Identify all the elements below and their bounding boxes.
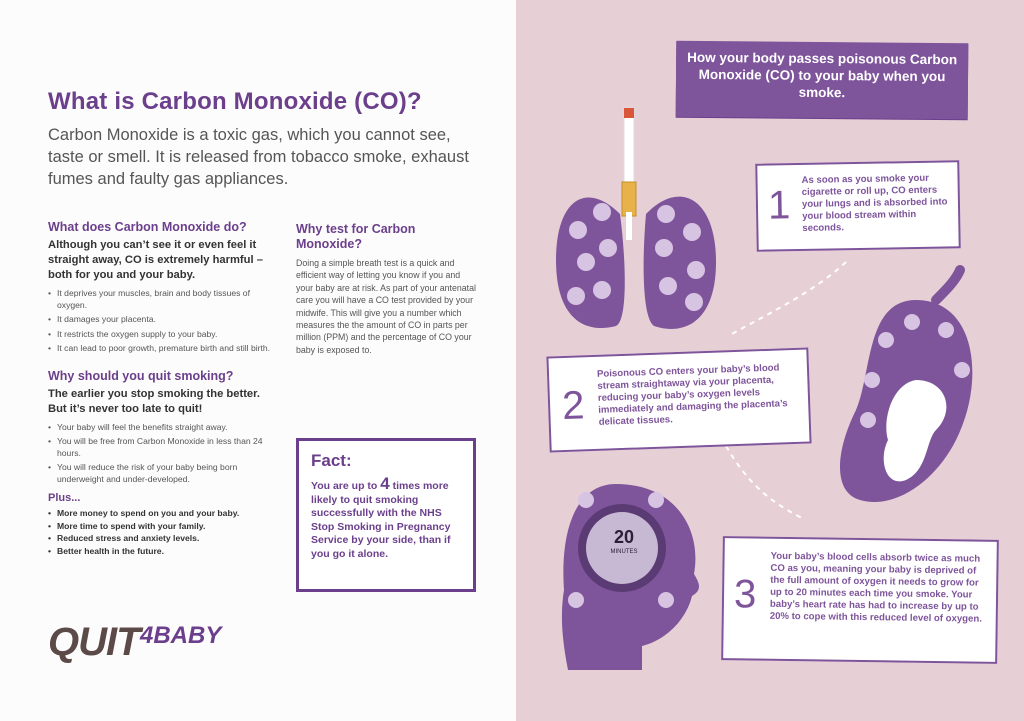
step-2-text: Poisonous CO enters your baby’s blood stream straightaway via your placenta, reducing your baby’s oxygen levels immediately and damaging the placenta’s delicate tissues.	[596, 362, 788, 428]
timer-unit: MINUTES	[610, 549, 638, 555]
step-3-box	[721, 536, 999, 664]
list-item: • More time to spend with your family.	[48, 521, 280, 533]
list-item: • You will be free from Carbon Monoxide in less than 24 hours.	[48, 436, 280, 459]
list-item: • More money to spend on you and your baby.	[48, 508, 280, 520]
why-quit-lead: The earlier you stop smoking the better. But it’s never too late to quit!	[48, 387, 260, 415]
lungs-icon	[556, 197, 716, 329]
what-does-lead: Although you can’t see it or even feel it straight away, CO is extremely harmful – both for you and your baby.	[48, 239, 263, 281]
cigarette-icon	[622, 108, 636, 240]
list-item: • You will reduce the risk of your baby being born underweight and under-developed.	[48, 462, 280, 485]
step-1-number: 1	[767, 183, 791, 228]
intro-text: Carbon Monoxide is a toxic gas, which you cannot see, taste or smell. It is released from tobacco smoke, exhaust fumes and faulty gas appliances.	[48, 126, 469, 188]
infographic-title: How your body passes poisonous Carbon Monoxide (CO) to your baby when you smoke.	[676, 41, 969, 120]
step-1-box	[755, 160, 961, 252]
list-item: • It restricts the oxygen supply to your baby.	[48, 329, 280, 341]
list-item: • Reduced stress and anxiety levels.	[48, 533, 280, 545]
list-item: • Your baby will feel the benefits straight away.	[48, 422, 280, 434]
fact-title: Fact:	[311, 451, 352, 470]
fact-box	[296, 438, 476, 592]
plus-list	[48, 508, 280, 557]
why-quit-list	[48, 422, 280, 486]
logo-main: QUIT	[48, 620, 140, 664]
why-test-body: Doing a simple breath test is a quick and efficient way of letting you know if you and your baby are at risk. As part of your antenatal care you will have a CO test provided by your midwife. This will give you a number which measures the the amount of CO in parts per million (PPM) and the percentage of CO your baby is exposed to.	[296, 258, 476, 355]
timer-value: 20	[613, 527, 635, 547]
page-title: What is Carbon Monoxide (CO)?	[48, 88, 422, 115]
step-3-text: Your baby’s blood cells absorb twice as much CO as you, meaning your baby is deprived of the full amount of oxygen it needs to grow for up to 20 minutes each time you smoke. Your baby’s heart rate has had to increase by up to 20% to cope with this reduced level of oxygen.	[769, 550, 983, 625]
list-item: • It deprives your muscles, brain and body tissues of oxygen.	[48, 288, 280, 311]
why-test-heading: Why test for Carbon Monoxide?	[296, 222, 416, 251]
left-column	[48, 220, 280, 558]
logo-sub: 4BABY	[140, 622, 222, 649]
step-3-number: 3	[733, 572, 757, 617]
what-does-heading: What does Carbon Monoxide do?	[48, 220, 247, 234]
quit4baby-logo	[48, 620, 222, 664]
step-2-box	[546, 347, 811, 452]
fact-text-after: times more likely to quit smoking successfully with the NHS Stop Smoking in Pregnancy Service by your side, than if you go it alone.	[311, 480, 451, 560]
step-1-text: As soon as you smoke your cigarette or roll up, CO enters your lungs and is absorbed into your blood stream within seconds.	[801, 172, 948, 234]
list-item: • Better health in the future.	[48, 546, 280, 558]
what-does-list	[48, 288, 280, 355]
womb-icon	[840, 270, 972, 502]
list-item: • It damages your placenta.	[48, 314, 280, 326]
why-quit-heading: Why should you quit smoking?	[48, 368, 234, 383]
fact-text	[311, 474, 461, 561]
list-item: • It can lead to poor growth, premature birth and still birth.	[48, 343, 280, 355]
plus-heading: Plus...	[48, 492, 81, 504]
step-2-number: 2	[561, 383, 586, 429]
fact-number: 4	[380, 474, 390, 493]
head-icon	[562, 484, 699, 670]
fact-text-before: You are up to	[311, 480, 381, 492]
right-column	[296, 222, 476, 356]
